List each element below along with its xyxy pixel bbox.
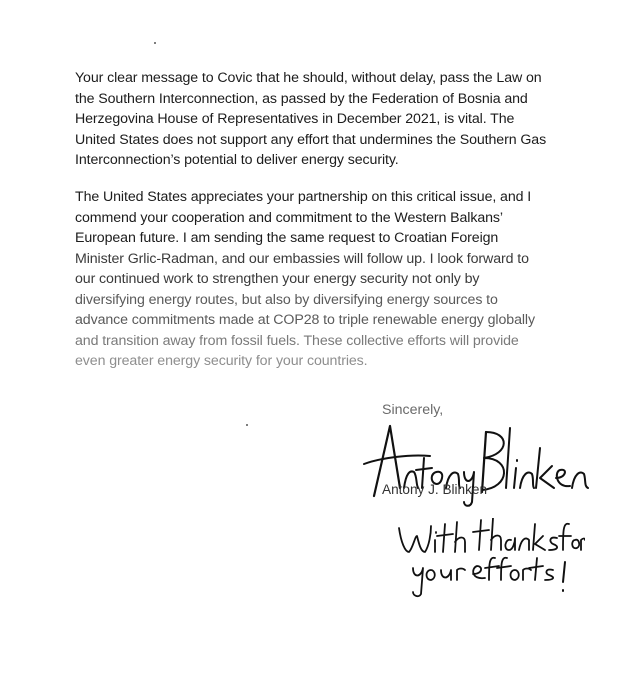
text-line: even greater energy security for your countries. [75, 353, 368, 369]
text-line: Minister Grlic-Radman, and our embassies will follow up. I look forward to [75, 250, 529, 267]
text-line: our continued work to strengthen your energy security not only by [75, 271, 480, 287]
letter-paragraph-2 [75, 187, 575, 372]
text-line: advance commitments made at COP28 to triple renewable energy globally [75, 312, 535, 328]
text-line: commend your cooperation and commitment to the Western Balkans’ [75, 209, 503, 226]
text-line: Your clear message to Covic that he should, without delay, pass the Law on [75, 70, 542, 86]
text-line: European future. I am sending the same request to Croatian Foreign [75, 230, 499, 246]
letter-paragraph-1 [75, 68, 575, 171]
text-line: Herzegovina House of Representatives in December 2021, is vital. The [75, 111, 515, 127]
text-line: diversifying energy routes, but also by diversifying energy sources to [75, 291, 498, 308]
text-line: The United States appreciates your partnership on this critical issue, and I [75, 189, 532, 205]
signer-name: Antony J. Blinken [382, 482, 488, 497]
text-line: Interconnection’s potential to deliver energy security. [75, 152, 399, 168]
text-line: United States does not support any effort that undermines the Southern Gas [75, 131, 547, 148]
text-line: the Southern Interconnection, as passed by the Federation of Bosnia and [75, 90, 528, 107]
scan-speck [154, 42, 156, 44]
letter-closing: Sincerely, [382, 402, 444, 418]
scan-speck [246, 424, 248, 426]
handwritten-note [395, 518, 585, 598]
text-line: and transition away from fossil fuels. These collective efforts will provide [75, 332, 519, 349]
